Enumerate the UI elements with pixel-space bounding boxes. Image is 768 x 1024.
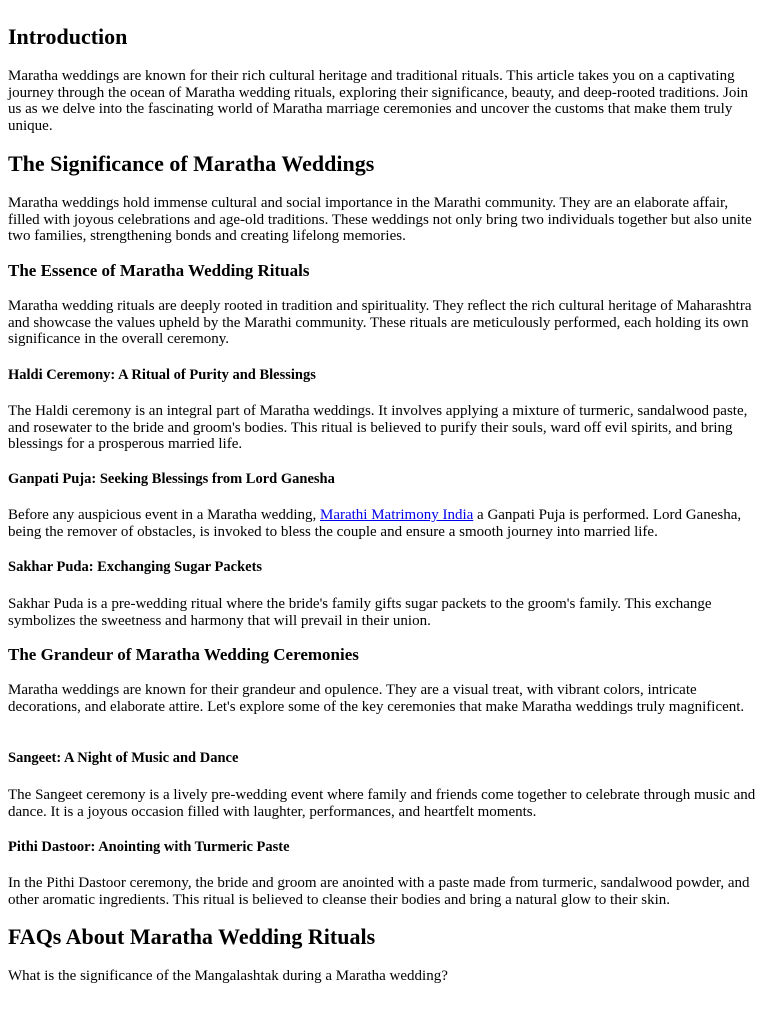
heading-haldi: Haldi Ceremony: A Ritual of Purity and Blessings [8,367,316,383]
heading-significance: The Significance of Maratha Weddings [8,151,375,176]
heading-grandeur: The Grandeur of Maratha Wedding Ceremonies [8,645,359,664]
paragraph-grandeur: Maratha weddings are known for their grandeur and opulence. They are a visual treat, with vibrant colors, intricate decorations, and elaborate attire. Let's explore some of the key ceremonies that make Maratha weddings truly magnificent. [8,682,745,715]
heading-introduction: Introduction [8,24,128,49]
paragraph-ganpati-text-after: a Ganpati Puja is performed. Lord Ganesha, being the remover of obstacles, is invoked to bless the couple and ensure a smooth journey into married life. [8,507,742,540]
heading-faqs: FAQs About Maratha Wedding Rituals [8,924,376,949]
paragraph-sangeet: The Sangeet ceremony is a lively pre-wedding event where family and friends come together to celebrate through music and dance. It is a joyous occasion filled with laughter, performances, and heartfelt moments. [8,787,756,820]
heading-essence: The Essence of Maratha Wedding Rituals [8,261,310,280]
paragraph-significance: Maratha weddings hold immense cultural and social importance in the Marathi community. They are an elaborate affair, filled with joyous celebrations and age-old traditions. These weddings not only bring two individuals together but also unite two families, strengthening bonds and creating lifelong memories. [8,195,752,245]
heading-pithi-dastoor: Pithi Dastoor: Anointing with Turmeric Paste [8,839,290,855]
heading-sakhar-puda: Sakhar Puda: Exchanging Sugar Packets [8,559,263,575]
faq-question-1: What is the significance of the Mangalashtak during a Maratha wedding? [8,968,448,984]
heading-sangeet: Sangeet: A Night of Music and Dance [8,750,239,766]
paragraph-ganpati-text-before: Before any auspicious event in a Maratha wedding, [8,507,320,523]
paragraph-ganpati [8,507,762,540]
paragraph-pithi-dastoor: In the Pithi Dastoor ceremony, the bride and groom are anointed with a paste made from turmeric, sandalwood powder, and other aromatic ingredients. This ritual is believed to cleanse their bodies and bring a natural glow to their skin. [8,875,750,908]
paragraph-introduction: Maratha weddings are known for their rich cultural heritage and traditional rituals. This article takes you on a captivating journey through the ocean of Maratha wedding rituals, exploring their significance, beauty, and deep-rooted traditions. Join us as we delve into the fascinating world of Maratha marriage ceremonies and uncover the customs that make them truly unique. [8,68,749,134]
paragraph-sakhar-puda: Sakhar Puda is a pre-wedding ritual where the bride's family gifts sugar packets to the groom's family. This exchange symbolizes the sweetness and harmony that will prevail in their union. [8,596,712,629]
paragraph-essence: Maratha wedding rituals are deeply rooted in tradition and spirituality. They reflect the rich cultural heritage of Maharashtra and showcase the values upheld by the Marathi community. These rituals are meticulously performed, each holding its own significance in the overall ceremony. [8,298,752,348]
heading-ganpati: Ganpati Puja: Seeking Blessings from Lord Ganesha [8,471,335,487]
marathi-matrimony-link[interactable]: Marathi Matrimony India [319,507,474,523]
paragraph-haldi: The Haldi ceremony is an integral part of Maratha weddings. It involves applying a mixture of turmeric, sandalwood paste, and rosewater to the bride and groom's bodies. This ritual is believed to purify their souls, ward off evil spirits, and bring blessings for a prosperous married life. [8,403,748,453]
